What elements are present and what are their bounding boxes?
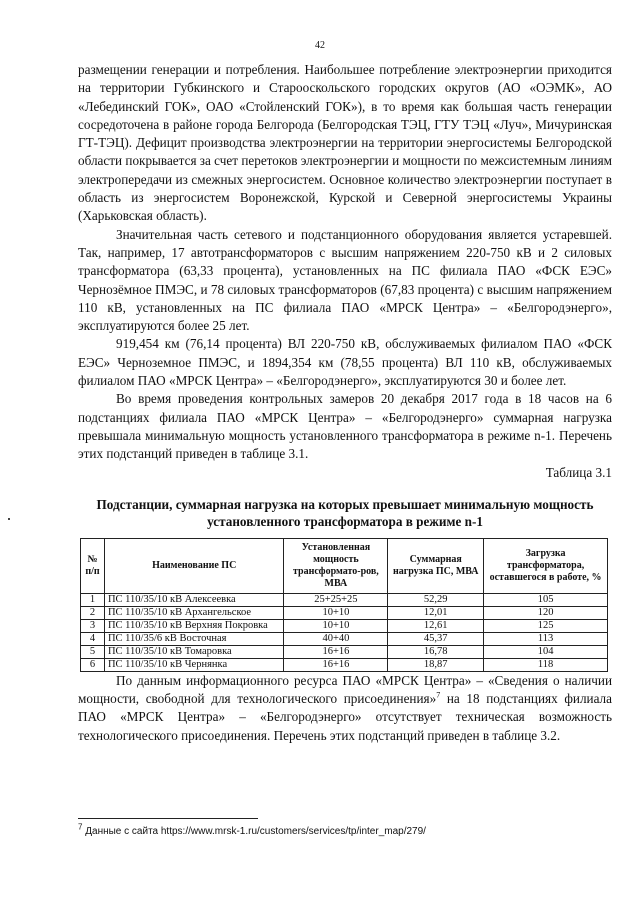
header-capacity: Установленная мощность трансформато-ров, МВА: [284, 538, 388, 593]
table-label: Таблица 3.1: [545, 464, 612, 480]
substations-table: [80, 538, 608, 672]
cell-load: 18,87: [388, 658, 484, 671]
table-row: [81, 658, 608, 671]
table-row: [81, 632, 608, 645]
cell-remaining: 105: [484, 593, 608, 606]
cell-remaining: 118: [484, 658, 608, 671]
cell-name: ПС 110/35/10 кВ Чернянка: [104, 658, 284, 671]
cell-remaining: 113: [484, 632, 608, 645]
header-num: № п/п: [81, 538, 105, 593]
footnote-ref[interactable]: 7: [436, 690, 441, 700]
cell-name: ПС 110/35/10 кВ Верхняя Покровка: [104, 619, 284, 632]
cell-num: 5: [81, 645, 105, 658]
cell-name: ПС 110/35/6 кВ Восточная: [104, 632, 284, 645]
cell-num: 1: [81, 593, 105, 606]
table-row: [81, 593, 608, 606]
document-body: [78, 61, 612, 745]
cell-capacity: 16+16: [284, 658, 388, 671]
cell-capacity: 10+10: [284, 619, 388, 632]
cell-capacity: 16+16: [284, 645, 388, 658]
cell-num: 3: [81, 619, 105, 632]
cell-remaining: 125: [484, 619, 608, 632]
cell-name: ПС 110/35/10 кВ Томаровка: [104, 645, 284, 658]
footnote-text: Данные с сайта https://www.mrsk-1.ru/customers/services/tp/inter_map/279/: [82, 826, 426, 837]
header-remaining: Загрузка трансформатора, оставшегося в работе, %: [484, 538, 608, 593]
table-row: [81, 645, 608, 658]
paragraph-2: Значительная часть сетевого и подстанционного оборудования является устаревшей. Так, например, 17 автотрансформаторов с высшим напряжением 220-750 кВ и 2 силовых трансформатора (63,33 процента), установленных на ПС филиала ПАО «ФСК ЕЭС» Чернозёмное ПМЭС, и 78 силовых трансформаторов (67,83 процента) с высшим напряжением 110 кВ, установленных на ПС филиала ПАО «МРСК Центра» – «Белгородэнерго», эксплуатируются более 25 лет.: [78, 226, 612, 334]
cell-load: 12,01: [388, 606, 484, 619]
table-row: [81, 619, 608, 632]
paragraph-3: 919,454 км (76,14 процента) ВЛ 220-750 кВ, обслуживаемых филиалом ПАО «ФСК ЕЭС» Черноземное ПМЭС, и 1894,354 км (78,55 процента) ВЛ 110 кВ, обслуживаемых филиалом ПАО «МРСК Центра» – «Белгородэнерго», эксплуатируются 30 и более лет.: [78, 336, 612, 389]
cell-remaining: 120: [484, 606, 608, 619]
cell-load: 16,78: [388, 645, 484, 658]
cell-remaining: 104: [484, 645, 608, 658]
paragraph-5-end: на 18 подстанциях филиала ПАО «МРСК Центра» – «Белгородэнерго» отсутствует техническая возможность технологического присоединения. Перечень этих подстанций приведен в таблице 3.2.: [78, 691, 612, 743]
header-name: Наименование ПС: [104, 538, 284, 593]
cell-load: 12,61: [388, 619, 484, 632]
cell-load: 52,29: [388, 593, 484, 606]
paragraph-5-start: По данным информационного ресурса ПАО «МРСК Центра» – «Сведения о наличии мощности, свободной для технологического присоединения»: [78, 672, 612, 707]
cell-num: 2: [81, 606, 105, 619]
paragraph-5: [78, 672, 612, 745]
footnote-mark: 7: [78, 822, 83, 832]
cell-capacity: 25+25+25: [284, 593, 388, 606]
cell-capacity: 10+10: [284, 606, 388, 619]
margin-mark: [8, 518, 10, 520]
paragraph-4: Во время проведения контрольных замеров 20 декабря 2017 года в 18 часов на 6 подстанциях филиала ПАО «МРСК Центра» – «Белгородэнерго» суммарная нагрузка превышала минимальную мощность установленного трансформатора в режиме n-1. Перечень этих подстанций приведен в таблице 3.1.: [78, 391, 612, 462]
table-row: [81, 606, 608, 619]
page-number: 42: [315, 40, 325, 51]
footnote: [78, 822, 612, 838]
cell-capacity: 40+40: [284, 632, 388, 645]
cell-num: 6: [81, 658, 105, 671]
paragraph-1: размещении генерации и потребления. Наибольшее потребление электроэнергии приходится на территории Губкинского и Старооскольского городских округов (АО «ОЭМК», АО «Лебединский ГОК», ОАО «Стойленский ГОК»), в то время как большая часть генерации сосредоточена в районе города Белгорода (Белгородская ТЭЦ, ГТУ ТЭЦ «Луч», Мичуринская ГТ-ТЭЦ). Дефицит производства электроэнергии на территории энергосистемы Белгородской области покрывается за счет перетоков электроэнергии и мощности по межсистемным линиям электропередачи из смежных энергосистем. Основное количество электроэнергии поступает в область из энергосистем Воронежской, Курской и Северной энергосистемы Украины (Харьковская область).: [78, 62, 612, 224]
footnote-divider: [78, 818, 258, 819]
header-load: Суммарная нагрузка ПС, МВА: [388, 538, 484, 593]
cell-load: 45,37: [388, 632, 484, 645]
table-header-row: [81, 538, 608, 593]
table-title: Подстанции, суммарная нагрузка на которых превышает минимальную мощность установленного трансформатора в режиме n-1: [96, 496, 594, 529]
cell-name: ПС 110/35/10 кВ Архангельское: [104, 606, 284, 619]
cell-name: ПС 110/35/10 кВ Алексеевка: [104, 593, 284, 606]
cell-num: 4: [81, 632, 105, 645]
